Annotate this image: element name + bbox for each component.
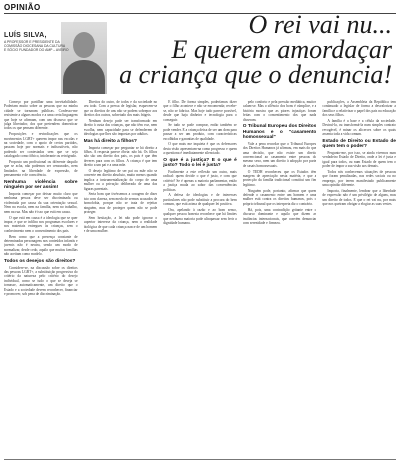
subheading: Todos os desejos são direitos? (4, 258, 76, 264)
paragraph: Importa, finalmente, lembrar que a liberdade de expressão não é um privilégio de alguns, mas um direito de todos. E que o rei vai nu, por mais que nos queiram obrigar a elogiar as suas vestes. (322, 189, 396, 207)
subheading: O Tribunal Europeu dos Direitos Humanos e o "casamento homossexual" (242, 124, 317, 141)
subheading: Mas há direito a filhos? (83, 138, 137, 144)
article-column-2 (84, 100, 158, 458)
author-photo-body (63, 60, 105, 94)
paragraph: Facilmente a este reflexão um outra, mais radical: quem decide o que é justo, e com que critério? Se é apenas a maioria parlamentar, então a justiça muda ao sabor das conveniências políticas. (163, 170, 237, 192)
paragraph: O desejo legítimo de ser pai ou mãe não se converte em direito absoluto, muito menos quando implica a instrumentalização do corpo de uma mulher ou a privação deliberada de uma das figuras parentais. (83, 169, 158, 191)
paragraph: Ninguém pode, portanto, afirmar que quem defende o casamento entre um homem e uma mulher está contra os direitos humanos, pois o próprio tribunal que os interpreta diz o contrário. (242, 188, 317, 206)
bottom-divider (4, 459, 396, 460)
paragraph: A defesa de ideologias e de interesses particulares não pode substituir a procura do bem comum, que está acima de qualquer lei positiva. (163, 193, 237, 207)
subheading: O que é a justiça? E o que é justo? Todo o lei é justa? (163, 157, 237, 169)
paragraph: Importa começar por perguntar se há direito a filhos. A resposta parece óbvia: não há. Os filhos não são um direito dos pais, os pais é que têm deveres para com os filhos. A criança é que tem direito a um pai e a uma mãe. (83, 145, 158, 168)
paragraph: Ora, apelando à razão e ao bom senso, qualquer pessoa honesta reconhece que há limites que nenhuma maioria pode ultrapassar sem ferir a dignidade humana. (163, 208, 237, 226)
paragraph: Proposto um profissional ou diferente daquilo que se acha, não podemos ser censurados, nem limitados na liberdade de expressão, de pensamento e de consciência. (4, 160, 78, 178)
section-label: OPINIÃO (4, 3, 41, 12)
paragraph: publicações, a Assembleia da República tem continuado a legislar de forma a desvalorizar a família e a relativizar o papel dos pais na educação dos seus filhos. (322, 100, 396, 118)
headline-line-2: E querem amordaçar (171, 35, 392, 64)
paragraph: Se tudo se pode comprar, então também se pode vender. E a criança deixa de ser um dom para passar a ser um produto, com características escolhidas e garantias de qualidade. (163, 123, 237, 141)
article-column-4 (243, 100, 317, 458)
subheading: Nenhuma violência sobre ninguém por ser assim! (4, 179, 78, 191)
paragraph: Considere-se, na discussão sobre os direitos das pessoas LGBT+, a substituição progressiva do critério da natureza pelo critério do desejo individual, como se tudo o que se deseja se tornasse, automaticamente, um direito que o Estado e a sociedade devem reconhecer, financiar e promover, sob pena de discriminação. (4, 265, 78, 296)
author-role-line: COMISSÃO DIOCESANA DA CULTURA (4, 44, 66, 49)
paragraph: Pergunto-me, por isso, se ainda vivemos num verdadeiro Estado de Direito, onde a lei é justa e igual para todos, ou num Estado de quem tem o poder de impor a sua visão aos demais. (322, 151, 396, 169)
article-column-5 (322, 100, 396, 458)
paragraph: Começo por partilhar uma inevitabilidade. Poderiam muito sobre as pessoas que na minha cidade se tornaram públicas. Confesso-me resistente a alguns modos e a uma certa linguagem que hoje se afirmam, com um discurso que se julga libertador, dos que pretendem domesticar todos os que pensam diferente. (4, 100, 78, 131)
paragraph: Há, pois, uma contradição gritante entre o discurso dominante e aquilo que dizem as instâncias internacionais, que convém denunciar com serenidade e firmeza. (242, 207, 317, 225)
paragraph: pelo conforto e pela pressão mediática, muitos calam-se. Mas o silêncio dos bons é cúmplice, e a história mostra que as piores injustiças foram feitas com o consentimento dos que nada disseram. (242, 100, 317, 122)
paragraph: É filho. De forma simples, poderíamos dizer que o filho acontece e não se encomenda; recebe-se, não se fabrica. Mas hoje tudo parece possível, desde que haja dinheiro e tecnologia para o conseguir. (163, 100, 237, 122)
headline-line-3: a criança que o denuncia! (119, 60, 392, 89)
author-byline (4, 32, 100, 53)
author-name: LUÍS SILVA, (4, 32, 47, 39)
paragraph: Direitos do outro, de todos e da sociedade no seu todo. Com a pressa de legislar, esquecem-se que os direitos de uns não se podem sobrepor aos direitos dos outros, sobretudo dos mais frágeis. (83, 100, 158, 118)
paragraph: Importa começar por deixar muito claro que nenhuma pessoa deve ser discriminada ou violentada por causa da sua orientação sexual. Nem na escola, nem na família, nem no trabalho, nem na rua. Mas não é isso que está em causa. (4, 192, 78, 214)
subheading: Estado de Direito ou Estado de quem tem o poder? (322, 138, 396, 150)
paragraph: Nenhum desejo pode ser transformado em direito à custa das crianças, que não têm voz, nem escolha, nem capacidade para se defenderem de ideologias que lhes são impostas por adultos. (83, 119, 158, 137)
paragraph: O que está em causa é a ideologia que se quer impor, e que se infiltra nos programas escolares e nos materiais entregues às crianças, sem o conhecimento nem o consentimento dos pais. (4, 215, 78, 233)
article-headline (92, 12, 392, 87)
paragraph: Todos nós conhecemos situações de pessoas que foram penalizadas, nas redes sociais ou no emprego, por terem manifestado publicamente uma opinião diferente. (322, 170, 396, 188)
article-column-1 (4, 100, 78, 458)
paragraph: O que mais me inquieta é que os defensores desta visão apresentam-na como progresso e quem a questiona é imediatamente silenciado. (163, 142, 237, 156)
paragraph: Seria bom que tivéssemos a coragem de dizer isto com clareza, sem medo de sermos acusados de homofobia, porque não se trata de rejeitar ninguém, mas de proteger quem não se pode proteger. (83, 192, 158, 215)
paragraph: Vale a pena recordar que o Tribunal Europeu dos Direitos Humanos já afirmou, em mais do que uma decisão, que não existe um direito convencional ao casamento entre pessoas do mesmo sexo, nem um direito à adopção por parte de casais homossexuais. (242, 141, 317, 168)
article-column-3 (163, 100, 237, 458)
headline-line-1: O rei vai nu... (248, 10, 392, 39)
author-role-line: A PROFESSOR E PRESIDENTE DA (4, 40, 60, 44)
paragraph: Sem hesitação, a lei não pode ignorar o superior interesse da criança, nem a realidade biológica de que cada criança nasce de um homem e de uma mulher. (83, 215, 158, 234)
paragraph: A família é a base e a célula da sociedade. Destruí-la, ou transformá-la num simples contrato revogável, é minar os alicerces sobre os quais assenta toda a vida comum. (322, 119, 396, 137)
author-role-line: E SÓCIO FUNDADOR DO AMP – AVEIRO (4, 48, 69, 53)
paragraph: O TEDH reconheceu que os Estados têm margem de apreciação nesta matéria, e que a protecção da família tradicional constitui um fim legítimo. (242, 169, 317, 187)
paragraph: Bem como que a presença constante de determinadas personagens nos conteúdos infantis e juvenis não é neutra, sendo um modo de normalizar, desde cedo, aquilo que muitas famílias não aceitam como modelo. (4, 234, 78, 257)
article-body (4, 100, 396, 458)
paragraph: Proposições e revindicações que os movimentos LGBT+ querem impor nas escolas e na sociedade, com o apoio de certos partidos, passam hoje por normais e indiscutíveis, não podendo ser contestadas sem que se seja catalogado como fóbico, intolerante ou retrógrado. (4, 132, 78, 159)
